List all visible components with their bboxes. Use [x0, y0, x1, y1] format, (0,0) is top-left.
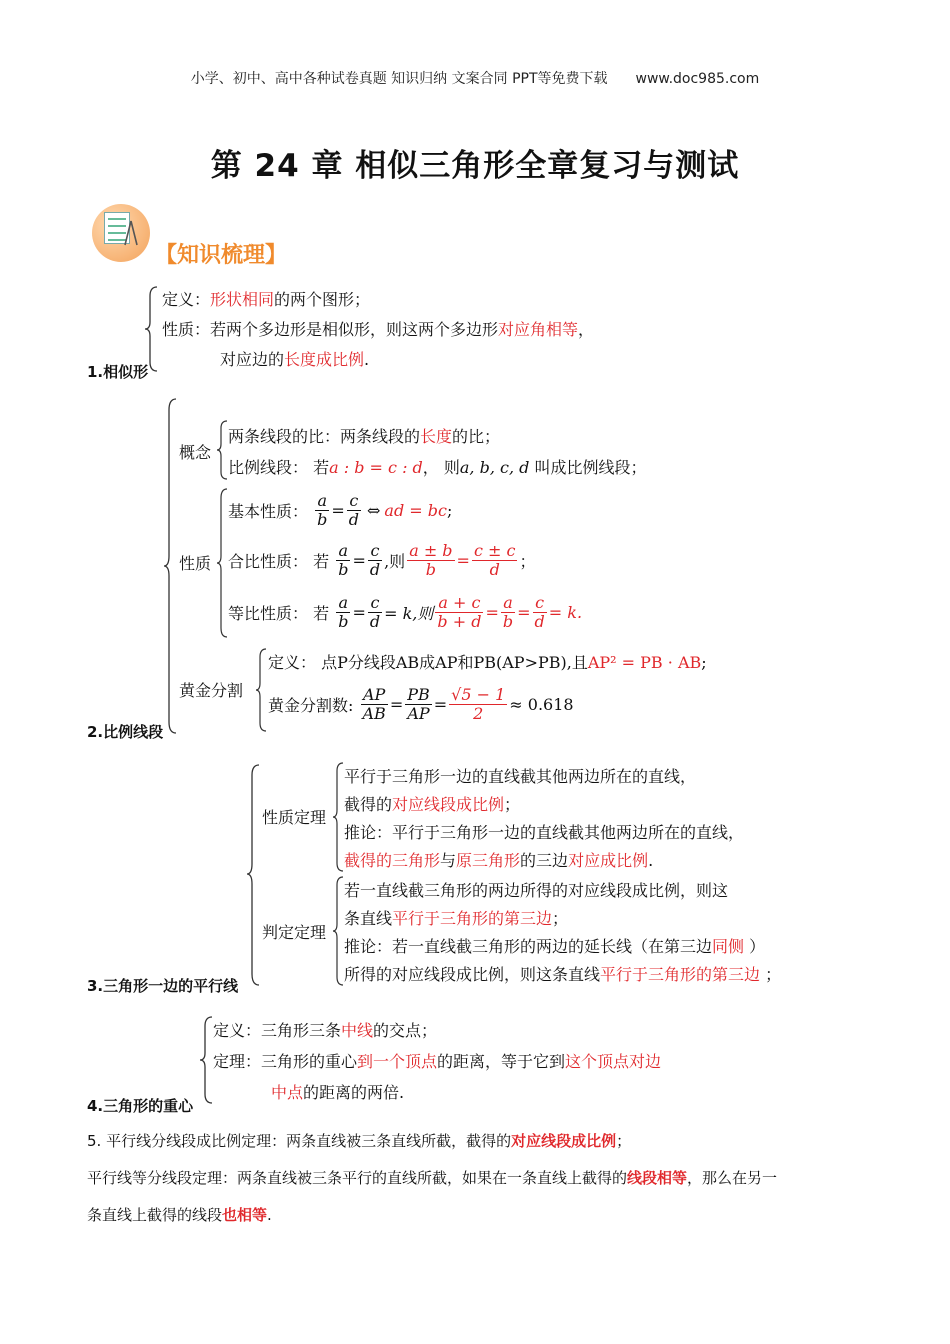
s3-p1: 平行于三角形一边的直线截其他两边所在的直线，: [344, 767, 697, 786]
s2-basic-property: 基本性质： $\frac{a}{b}$ = $\frac{c}{d}$ ⇔ ad = bc;: [228, 491, 453, 529]
s3-judgement-theorem: 判定定理: [262, 923, 327, 942]
s3-p2: 截得的对应线段成比例；: [344, 795, 521, 814]
brace-s1: [144, 286, 158, 372]
page-header: [0, 68, 950, 88]
s5-line-3: 条直线上截得的线段也相等.: [87, 1206, 272, 1224]
s3-j1: 若一直线截三角形的两边所得的对应线段成比例，则这: [344, 881, 729, 900]
s2-equal-ratio-property: 等比性质： 若 $\frac{a}{b}$ = $\frac{c}{d}$ = k,则 $\frac{a + c}{b + d}$ = $\frac{a}{b}$ = $\frac{c}{d}$ = k.: [228, 593, 583, 631]
s3-label: 3.三角形一边的平行线: [87, 977, 239, 995]
s3-j2: 条直线平行于三角形的第三边；: [344, 909, 569, 928]
s2-golden-definition: 定义： 点P分线段AB成AP和PB(AP>PB),且AP² = PB · AB;: [268, 653, 707, 672]
brace-s3: [246, 764, 260, 986]
s3-property-theorem: 性质定理: [262, 808, 327, 827]
s3-j3: 推论：若一直线截三角形的两边的延长线（在第三边同侧 ）: [344, 937, 766, 956]
brace-s2: [163, 398, 177, 734]
s2-label: 2.比例线段: [87, 723, 164, 741]
s2-concept-1: 两条线段的比：两条线段的长度的比；: [228, 427, 501, 446]
page-title: 第 24 章 相似三角形全章复习与测试: [210, 148, 740, 184]
s4-definition: 定义：三角形三条中线的交点；: [213, 1021, 438, 1040]
compass-icon: [122, 220, 140, 246]
s2-concept-2: 比例线段： 若a : b = c : d， 则a, b, c, d 叫成比例线段；: [228, 458, 647, 477]
s2-concept: 概念: [179, 443, 212, 462]
s4-label: 4.三角形的重心: [87, 1097, 194, 1115]
s3-j4: 所得的对应线段成比例，则这条直线平行于三角形的第三边 ；: [344, 965, 782, 984]
header-url[interactable]: www.doc985.com: [635, 71, 760, 87]
s5-line-2: 平行线等分线段定理：两条直线被三条平行的直线所截，如果在一条直线上截得的线段相等，那么在另一: [87, 1169, 778, 1187]
header-text: 小学、初中、高中各种试卷真题 知识归纳 文案合同 PPT等免费下载: [190, 71, 608, 87]
s5-line-1: 5. 平行线分线段成比例定理：两条直线被三条直线所截，截得的对应线段成比例；: [87, 1132, 632, 1150]
brace-s3-judge: [332, 876, 344, 986]
brace-golden: [255, 648, 267, 732]
s1-label: 1.相似形: [87, 363, 149, 381]
s2-sum-property: 合比性质： 若 $\frac{a}{b}$ = $\frac{c}{d}$ ,则 $\frac{a \pm b}{b}$ = $\frac{c \pm c}{d}$ ；: [228, 541, 536, 579]
brace-s3-property: [332, 762, 344, 872]
s4-theorem: 定理：三角形的重心到一个顶点的距离，等于它到这个顶点对边: [213, 1052, 662, 1071]
s1-property-2: 对应边的长度成比例.: [220, 350, 370, 369]
s2-golden-number: 黄金分割数: $\frac{AP}{AB}$ = $\frac{PB}{AP}$ = $\frac{√5 - 1}{2}$ ≈ 0.618: [268, 685, 574, 723]
s2-property: 性质: [179, 554, 212, 573]
brace-concept: [216, 420, 228, 480]
section-title: 【知识梳理】: [155, 243, 288, 268]
brace-property: [216, 488, 228, 638]
s1-property: 性质：若两个多边形是相似形，则这两个多边形对应角相等，: [162, 320, 595, 339]
brace-s4: [199, 1016, 213, 1104]
s4-theorem-2: 中点的距离的两倍.: [271, 1083, 405, 1102]
s3-p4: 截得的三角形与原三角形的三边对应成比例.: [344, 851, 654, 870]
s3-p3: 推论：平行于三角形一边的直线截其他两边所在的直线，: [344, 823, 745, 842]
s1-definition: 定义：形状相同的两个图形；: [162, 290, 371, 309]
s2-golden: 黄金分割: [179, 681, 244, 700]
